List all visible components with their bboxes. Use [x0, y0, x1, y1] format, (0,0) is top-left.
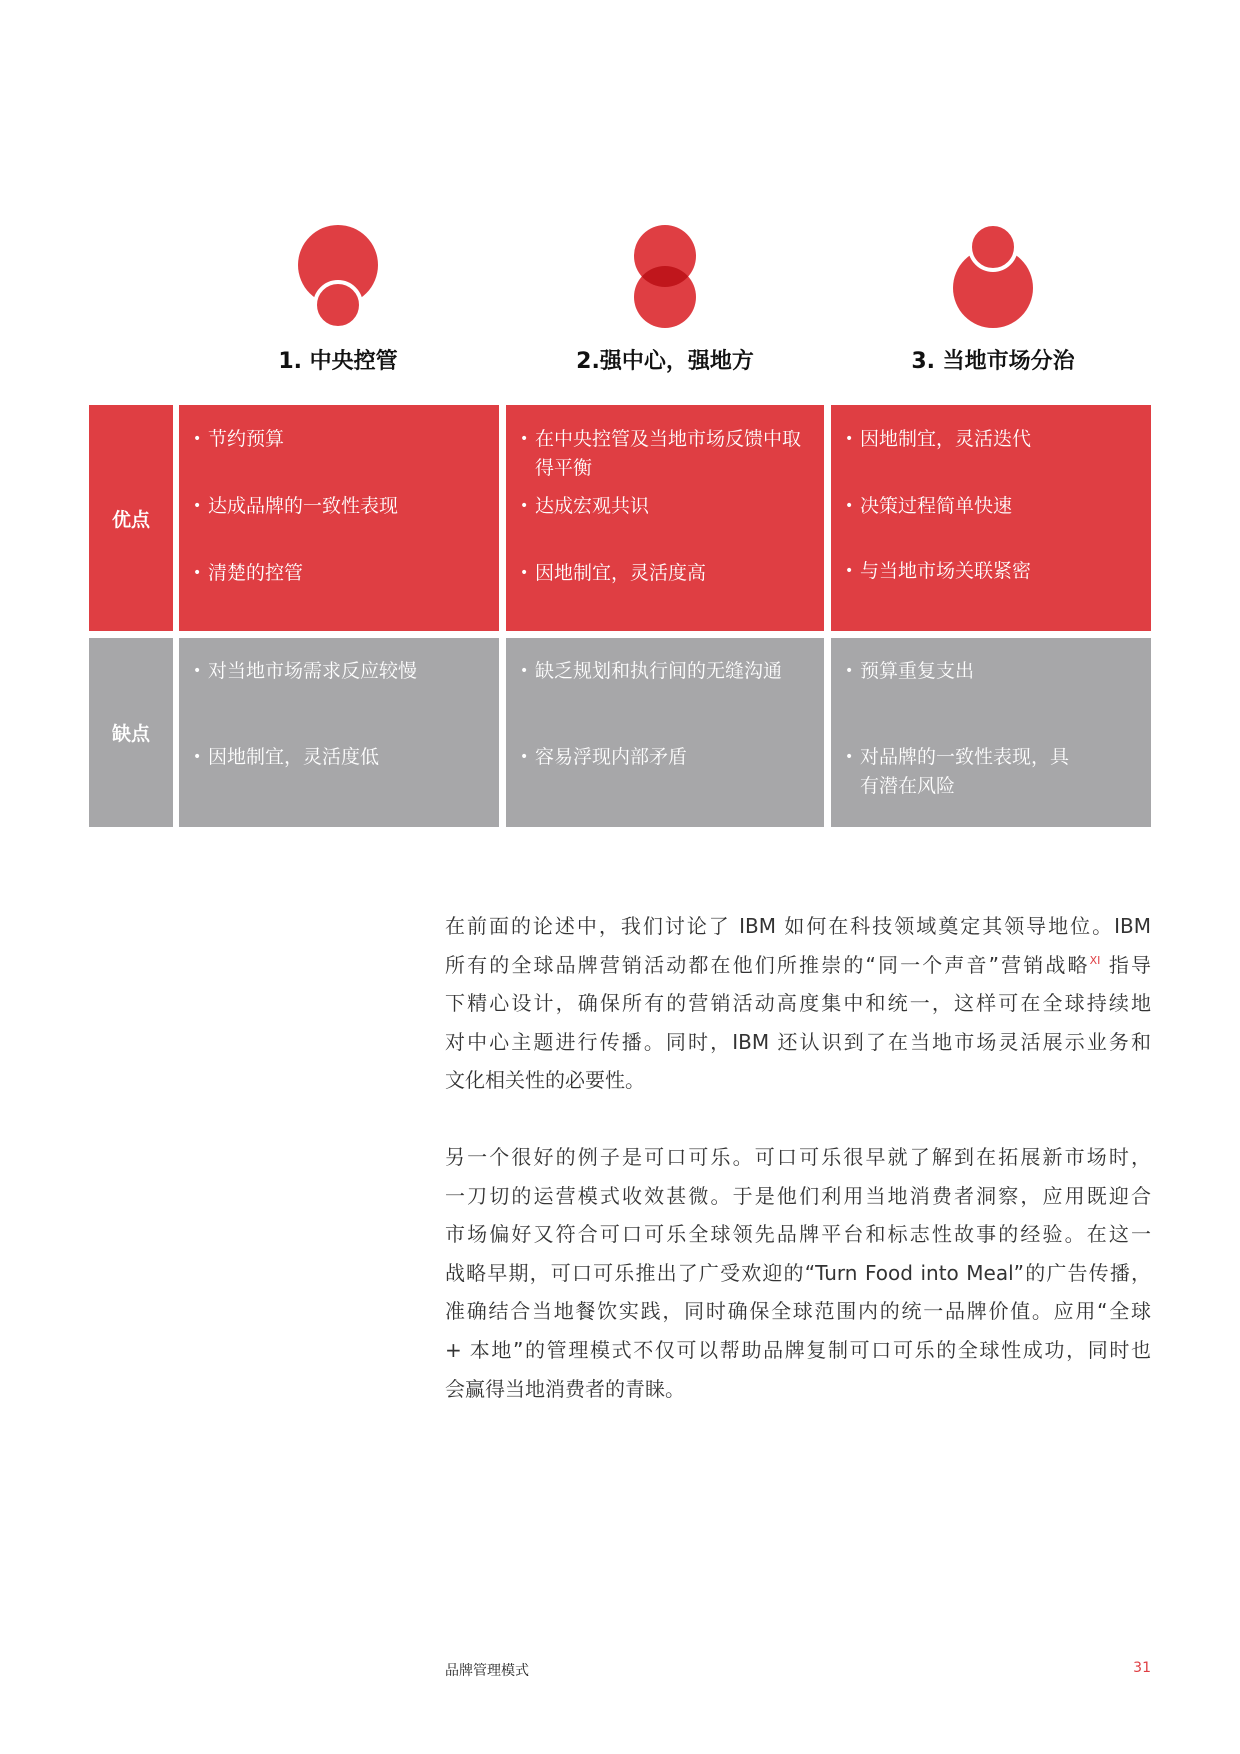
- model-title-strong-both: 2.强中心，强地方: [576, 349, 754, 374]
- list-item: • 决策过程简单快速: [845, 492, 1141, 521]
- list-item: • 对品牌的一致性表现，具有潜在风险: [845, 743, 1081, 801]
- text-span: 所有的全球品牌营销活动都在他们所推崇的“同一个声音”营销战略: [445, 952, 1090, 977]
- list-item: • 预算重复支出: [845, 657, 1141, 686]
- text-line: 战略早期，可口可乐推出了广受欢迎的“Turn Food into Meal”的广告传播，: [445, 1260, 1151, 1285]
- list-item: • 与当地市场关联紧密: [845, 557, 1141, 586]
- small-circle-over-large-circle-icon: [933, 215, 1053, 340]
- text-line: [445, 946, 1151, 985]
- paragraph-coca-cola: [445, 1138, 1151, 1408]
- large-circle-over-small-circle-icon: [278, 215, 398, 340]
- cons-label: 缺点: [89, 638, 173, 827]
- cons-cell-strong-both: [506, 638, 824, 827]
- list-item: • 对当地市场需求反应较慢: [193, 657, 489, 686]
- text-line: 准确结合当地餐饮实践，同时确保全球范围内的统一品牌价值。应用“全球: [445, 1299, 1151, 1324]
- list-item: • 达成宏观共识: [520, 492, 814, 521]
- page-number: 31: [1133, 1660, 1151, 1676]
- list-item: • 容易浮现内部矛盾: [520, 743, 814, 772]
- list-item: • 因地制宜，灵活迭代: [845, 425, 1141, 454]
- text-line: 文化相关性的必要性。: [445, 1068, 645, 1093]
- list-item: • 达成品牌的一致性表现: [193, 492, 489, 521]
- pros-cell-local: [831, 405, 1151, 631]
- pros-row: [89, 405, 1151, 631]
- footer-title: 品牌管理模式: [445, 1663, 529, 1679]
- pros-cell-central: [179, 405, 499, 631]
- list-item: • 缺乏规划和执行间的无缝沟通: [520, 657, 814, 686]
- model-title-local: 3. 当地市场分治: [911, 349, 1075, 374]
- footnote-ref[interactable]: XI: [1089, 953, 1101, 967]
- text-line: 对中心主题进行传播。同时，IBM 还认识到了在当地市场灵活展示业务和: [445, 1029, 1151, 1054]
- pros-label: 优点: [89, 405, 173, 631]
- text-span: 指导: [1100, 952, 1151, 977]
- text-line: 一刀切的运营模式收效甚微。于是他们利用当地消费者洞察，应用既迎合: [445, 1183, 1151, 1208]
- text-line: 市场偏好又符合可口可乐全球领先品牌平台和标志性故事的经验。在这一: [445, 1222, 1151, 1247]
- list-item: • 因地制宜，灵活度高: [520, 559, 814, 588]
- cons-row: [89, 638, 1151, 827]
- cons-cell-central: [179, 638, 499, 827]
- pros-cell-strong-both: [506, 405, 824, 631]
- list-item: • 节约预算: [193, 425, 489, 454]
- list-item: • 在中央控管及当地市场反馈中取得平衡: [520, 425, 802, 483]
- text-line: + 本地”的管理模式不仅可以帮助品牌复制可口可乐的全球性成功，同时也: [445, 1337, 1151, 1362]
- text-line: 另一个很好的例子是可口可乐。可口可乐很早就了解到在拓展新市场时，: [445, 1145, 1151, 1169]
- model-title-central: 1. 中央控管: [278, 349, 398, 374]
- two-overlapping-circles-icon: [605, 215, 725, 340]
- text-line: 在前面的论述中，我们讨论了 IBM 如何在科技领域奠定其领导地位。IBM: [445, 914, 1151, 938]
- paragraph-ibm: [445, 907, 1151, 1100]
- text-line: 会赢得当地消费者的青睐。: [445, 1376, 685, 1401]
- list-item: • 清楚的控管: [193, 559, 489, 588]
- text-line: 下精心设计，确保所有的营销活动高度集中和统一，这样可在全球持续地: [445, 991, 1151, 1016]
- cons-cell-local: [831, 638, 1151, 827]
- list-item: • 因地制宜，灵活度低: [193, 743, 489, 772]
